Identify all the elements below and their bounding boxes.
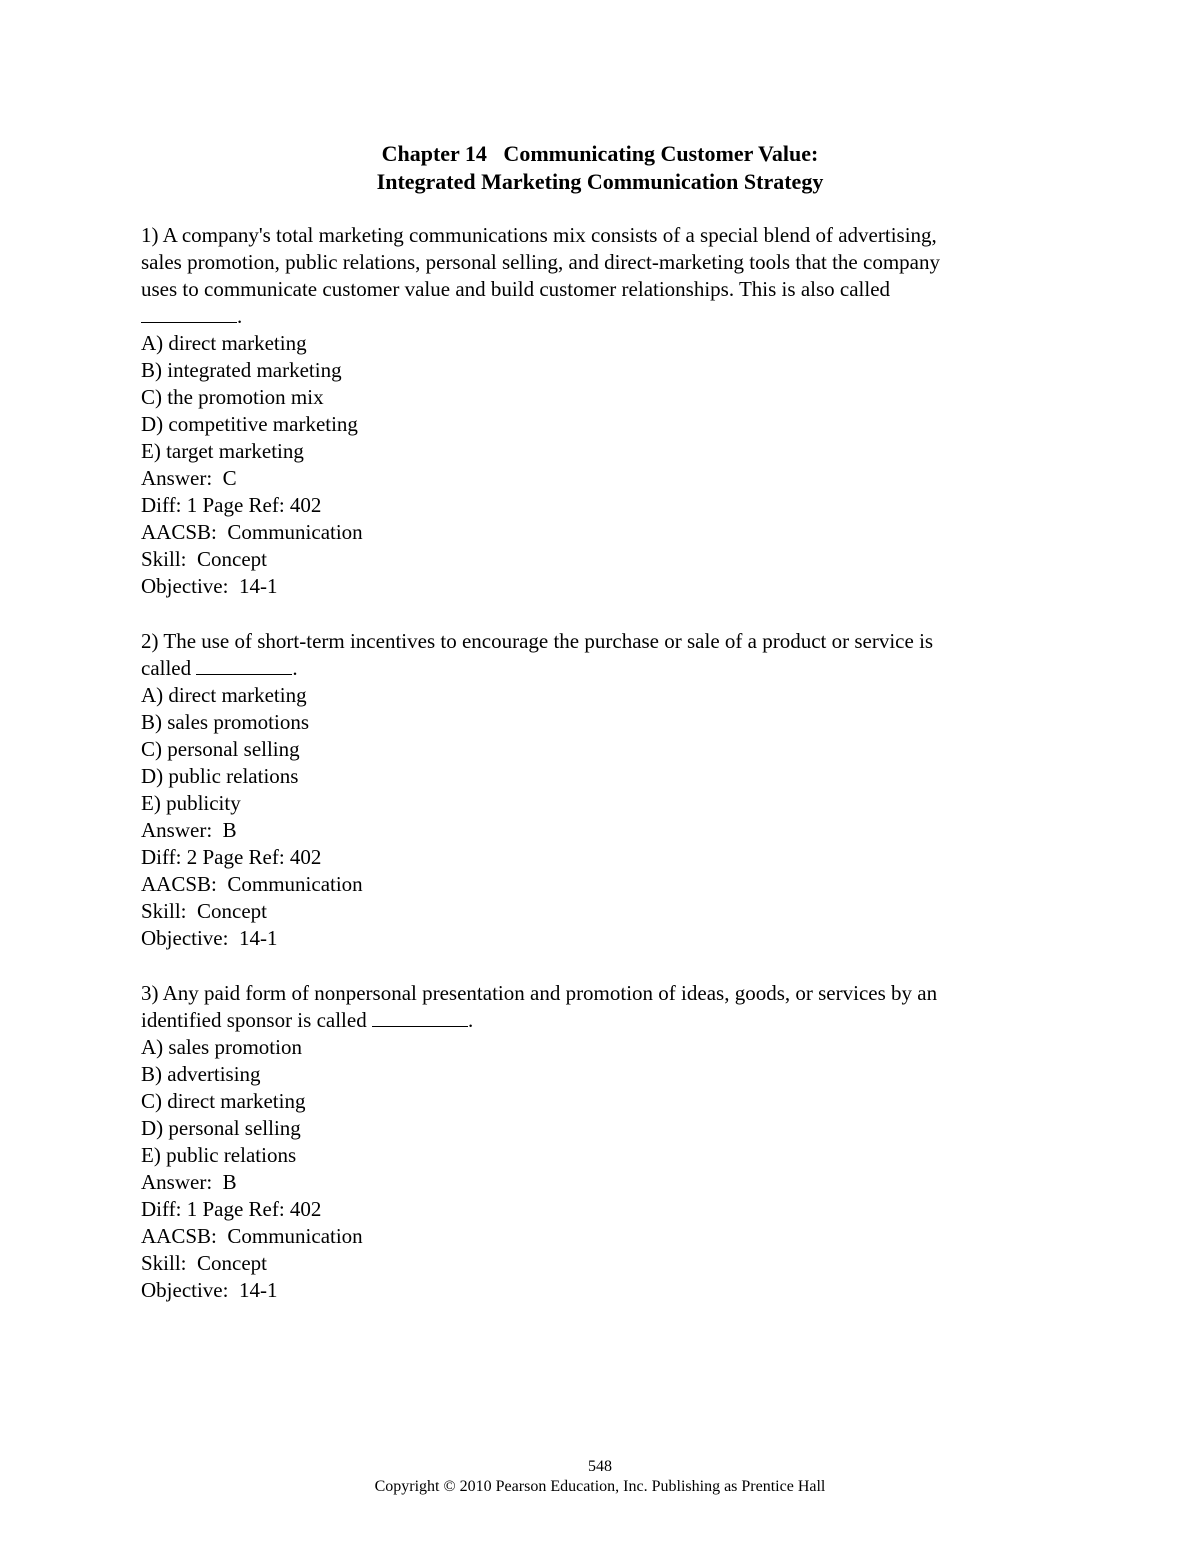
- question-2-option-c: C) personal selling: [141, 737, 300, 761]
- question-3: [141, 980, 1041, 1304]
- question-1: [141, 222, 1041, 600]
- question-1-option-a: A) direct marketing: [141, 331, 307, 355]
- question-2-option-b: B) sales promotions: [141, 710, 309, 734]
- question-2-stem-tail: .: [292, 656, 298, 680]
- question-1-diff: Diff: 1 Page Ref: 402: [141, 493, 322, 517]
- question-1-stem-line-3: uses to communicate customer value and build customer relationships. This is also called: [141, 277, 891, 301]
- question-2-diff: Diff: 2 Page Ref: 402: [141, 845, 322, 869]
- question-2-stem-prefix: called: [141, 656, 197, 680]
- question-1-objective: Objective: 14-1: [141, 574, 278, 598]
- answer-blank: [372, 1008, 468, 1027]
- question-list: [141, 222, 1041, 1332]
- answer-blank: [141, 304, 237, 323]
- question-3-stem-line-1: 3) Any paid form of nonpersonal presentation and promotion of ideas, goods, or services by an: [141, 981, 938, 1005]
- question-2-option-e: E) publicity: [141, 791, 241, 815]
- question-2-answer: Answer: B: [141, 818, 237, 842]
- question-1-stem-line-4: [141, 303, 1041, 330]
- question-1-stem-line-1: 1) A company's total marketing communications mix consists of a special blend of advertising,: [141, 223, 937, 247]
- question-3-diff: Diff: 1 Page Ref: 402: [141, 1197, 322, 1221]
- question-1-option-c: C) the promotion mix: [141, 385, 324, 409]
- chapter-title-line-1: Chapter 14 Communicating Customer Value:: [381, 141, 819, 166]
- question-2-option-a: A) direct marketing: [141, 683, 307, 707]
- question-3-stem-tail: .: [467, 1008, 474, 1032]
- question-3-option-b: B) advertising: [141, 1062, 261, 1086]
- question-2-stem-line-2: [141, 655, 1041, 682]
- question-3-stem-prefix: identified sponsor is called: [141, 1008, 372, 1032]
- question-3-option-a: A) sales promotion: [141, 1035, 302, 1059]
- chapter-title: [0, 140, 1200, 196]
- question-3-option-c: C) direct marketing: [141, 1089, 306, 1113]
- question-3-option-d: D) personal selling: [141, 1116, 301, 1140]
- question-1-skill: Skill: Concept: [141, 547, 267, 571]
- question-2-stem-line-1: 2) The use of short-term incentives to encourage the purchase or sale of a product or service is: [141, 629, 934, 653]
- question-3-objective: Objective: 14-1: [141, 1278, 278, 1302]
- question-3-stem-line-2: [141, 1007, 1041, 1034]
- answer-blank: [196, 656, 292, 675]
- page-number: 548: [588, 1458, 612, 1475]
- question-1-option-e: E) target marketing: [141, 439, 304, 463]
- question-1-option-b: B) integrated marketing: [141, 358, 342, 382]
- question-2-objective: Objective: 14-1: [141, 926, 278, 950]
- question-1-option-d: D) competitive marketing: [141, 412, 358, 436]
- copyright-notice: Copyright © 2010 Pearson Education, Inc. Publishing as Prentice Hall: [374, 1478, 826, 1495]
- question-3-option-e: E) public relations: [141, 1143, 297, 1167]
- question-3-skill: Skill: Concept: [141, 1251, 267, 1275]
- question-3-answer: Answer: B: [141, 1170, 237, 1194]
- question-2-option-d: D) public relations: [141, 764, 299, 788]
- question-1-stem-tail: .: [237, 304, 243, 328]
- question-2: [141, 628, 1041, 952]
- question-3-aacsb: AACSB: Communication: [141, 1224, 363, 1248]
- question-1-stem-line-2: sales promotion, public relations, personal selling, and direct-marketing tools that the company: [141, 250, 940, 274]
- question-2-aacsb: AACSB: Communication: [141, 872, 363, 896]
- question-2-skill: Skill: Concept: [141, 899, 267, 923]
- question-1-answer: Answer: C: [141, 466, 237, 490]
- chapter-title-line-2: Integrated Marketing Communication Strategy: [376, 169, 824, 194]
- question-1-aacsb: AACSB: Communication: [141, 520, 363, 544]
